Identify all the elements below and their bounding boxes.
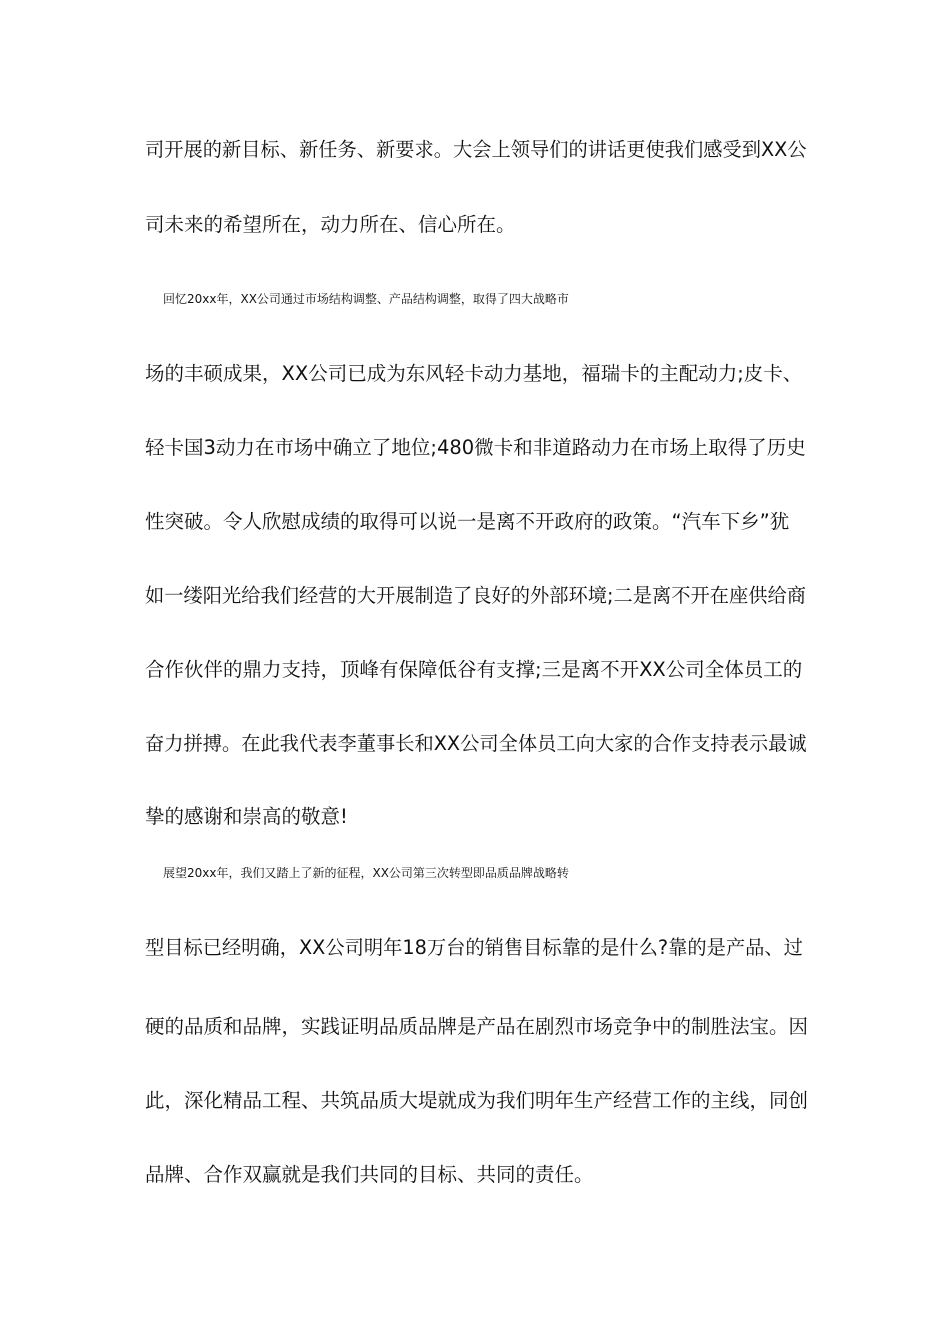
text-line: 司开展的新目标、新任务、新要求。大会上领导们的讲话更使我们感受到XX公 [145, 138, 807, 161]
text-line: 轻卡国3动力在市场中确立了地位;480微卡和非道路动力在市场上取得了历史 [145, 436, 806, 459]
text-line: 司未来的希望所在，动力所在、信心所在。 [145, 213, 516, 236]
text-line: 如一缕阳光给我们经营的大开展制造了良好的外部环境;二是离不开在座供给商 [145, 584, 806, 607]
text-line: 奋力拼搏。在此我代表李董事长和XX公司全体员工向大家的合作支持表示最诚 [145, 732, 807, 755]
text-line: 此，深化精品工程、共筑品质大堤就成为我们明年生产经营工作的主线，同创 [145, 1089, 809, 1112]
paragraph-start-line: 回忆20xx年，XX公司通过市场结构调整、产品结构调整，取得了四大战略市 [163, 292, 569, 306]
text-line: 合作伙伴的鼎力支持，顶峰有保障低谷有支撑;三是离不开XX公司全体员工的 [145, 658, 803, 681]
text-line: 硬的品质和品牌，实践证明品质品牌是产品在剧烈市场竞争中的制胜法宝。因 [145, 1015, 809, 1038]
text-line: 品牌、合作双赢就是我们共同的目标、共同的责任。 [145, 1163, 594, 1186]
text-line: 性突破。令人欣慰成绩的取得可以说一是离不开政府的政策。“汽车下乡”犹 [145, 510, 790, 533]
text-line: 挚的感谢和崇高的敬意! [145, 805, 348, 828]
paragraph-start-line: 展望20xx年，我们又踏上了新的征程，XX公司第三次转型即品质品牌战略转 [163, 866, 569, 880]
text-line: 型目标已经明确，XX公司明年18万台的销售目标靠的是什么?靠的是产品、过 [145, 936, 803, 959]
text-line: 场的丰硕成果，XX公司已成为东风轻卡动力基地，福瑞卡的主配动力;皮卡、 [145, 362, 803, 385]
